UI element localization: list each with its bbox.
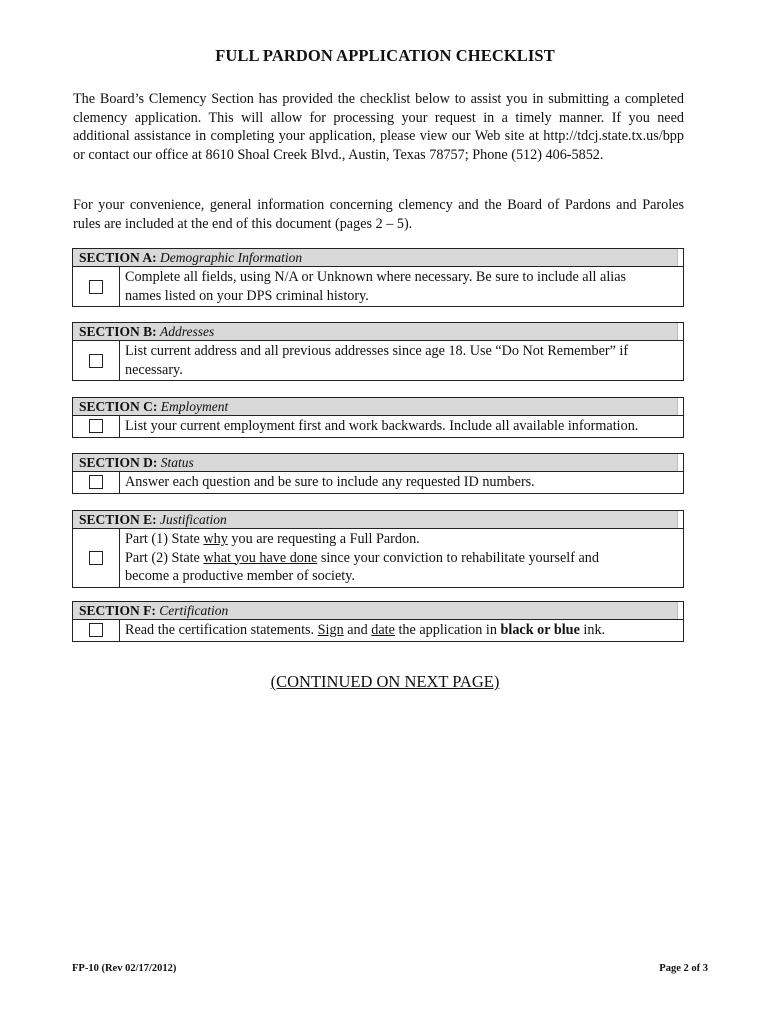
section-d-instructions <box>120 472 539 493</box>
underlined-text: Sign <box>317 622 344 638</box>
text-span: you are requesting a Full Pardon. <box>227 531 420 547</box>
section-b-label: SECTION B: <box>79 324 157 339</box>
section-a-checkbox[interactable] <box>89 280 103 294</box>
section-e-header <box>73 511 683 529</box>
bold-text: black or blue <box>500 622 580 638</box>
section-f-header <box>73 602 683 620</box>
section-b-line: List current address and all previous addresses since age 18. Use “Do Not Remember” if <box>125 343 629 359</box>
section-d-header <box>73 454 683 472</box>
section-e-instructions <box>120 529 603 587</box>
section-c-checkbox[interactable] <box>89 419 103 433</box>
section-a-line: Complete all fields, using N/A or Unknown where necessary. Be sure to include all alias <box>125 269 627 285</box>
intro-paragraph: The Board’s Clemency Section has provided the checklist below to assist you in submitting a completed clemency application. This will allow for processing your request in a timely manner. If you need additional assistance in completing your application, please view our Web site at http://tdcj.state.tx.us/bpp or contact our office at 8610 Shoal Creek Blvd., Austin, Texas 78757; Phone (512) 406-5852. <box>73 91 684 163</box>
text-span: ink. <box>579 622 606 638</box>
text-span: Part (2) State <box>125 549 204 566</box>
section-c <box>72 397 684 438</box>
form-id: FP-10 (Rev 02/17/2012) <box>72 963 177 974</box>
text-span: the application in <box>394 622 501 638</box>
underlined-text: date <box>371 622 395 638</box>
section-e-line <box>125 549 599 568</box>
section-e-label: SECTION E: <box>79 512 157 527</box>
text-span: Read the certification statements. <box>125 622 318 638</box>
section-e-line: become a productive member of society. <box>125 568 355 584</box>
section-f-instructions <box>120 620 609 641</box>
section-e-name: Justification <box>160 512 227 527</box>
continued-text: (CONTINUED ON NEXT PAGE) <box>270 672 500 691</box>
section-b-header <box>73 323 683 341</box>
section-b-name: Addresses <box>160 324 215 339</box>
section-f <box>72 601 684 642</box>
section-e <box>72 510 684 588</box>
section-e-checkbox[interactable] <box>89 551 103 565</box>
section-b-instructions <box>120 341 632 380</box>
text-span: and <box>343 622 372 638</box>
section-c-label: SECTION C: <box>79 399 158 414</box>
underlined-text: why <box>203 531 228 547</box>
section-c-line: List your current employment first and work backwards. Include all available information. <box>125 418 639 434</box>
section-a-header <box>73 249 683 267</box>
section-a-name: Demographic Information <box>160 250 303 265</box>
page-number: Page 2 of 3 <box>659 963 708 974</box>
section-c-header <box>73 398 683 416</box>
section-c-instructions <box>120 416 642 437</box>
section-d <box>72 453 684 494</box>
info-paragraph: For your convenience, general information concerning clemency and the Board of Pardons and Paroles rules are included at the end of this document (pages 2 – 5). <box>73 197 684 232</box>
section-f-line <box>125 621 605 640</box>
section-d-label: SECTION D: <box>79 455 158 470</box>
document-title: FULL PARDON APPLICATION CHECKLIST <box>215 46 555 65</box>
section-b-line: necessary. <box>125 361 183 378</box>
text-span: Part (1) State <box>125 531 204 547</box>
section-a-line: names listed on your DPS criminal history. <box>125 287 369 304</box>
section-e-line <box>125 530 599 549</box>
section-d-line: Answer each question and be sure to include any requested ID numbers. <box>125 474 535 490</box>
section-f-label: SECTION F: <box>79 603 156 618</box>
section-a-instructions <box>120 267 630 306</box>
section-b-checkbox[interactable] <box>89 354 103 368</box>
continued-notice <box>0 672 770 692</box>
section-d-name: Status <box>160 455 194 470</box>
underlined-text: what you have done <box>203 549 318 566</box>
section-b <box>72 322 684 381</box>
text-span: since your conviction to rehabilitate yourself and <box>317 549 599 566</box>
section-c-name: Employment <box>160 399 229 414</box>
section-f-name: Certification <box>159 603 229 618</box>
section-a-label: SECTION A: <box>79 250 157 265</box>
section-f-checkbox[interactable] <box>89 623 103 637</box>
section-a <box>72 248 684 307</box>
section-d-checkbox[interactable] <box>89 475 103 489</box>
